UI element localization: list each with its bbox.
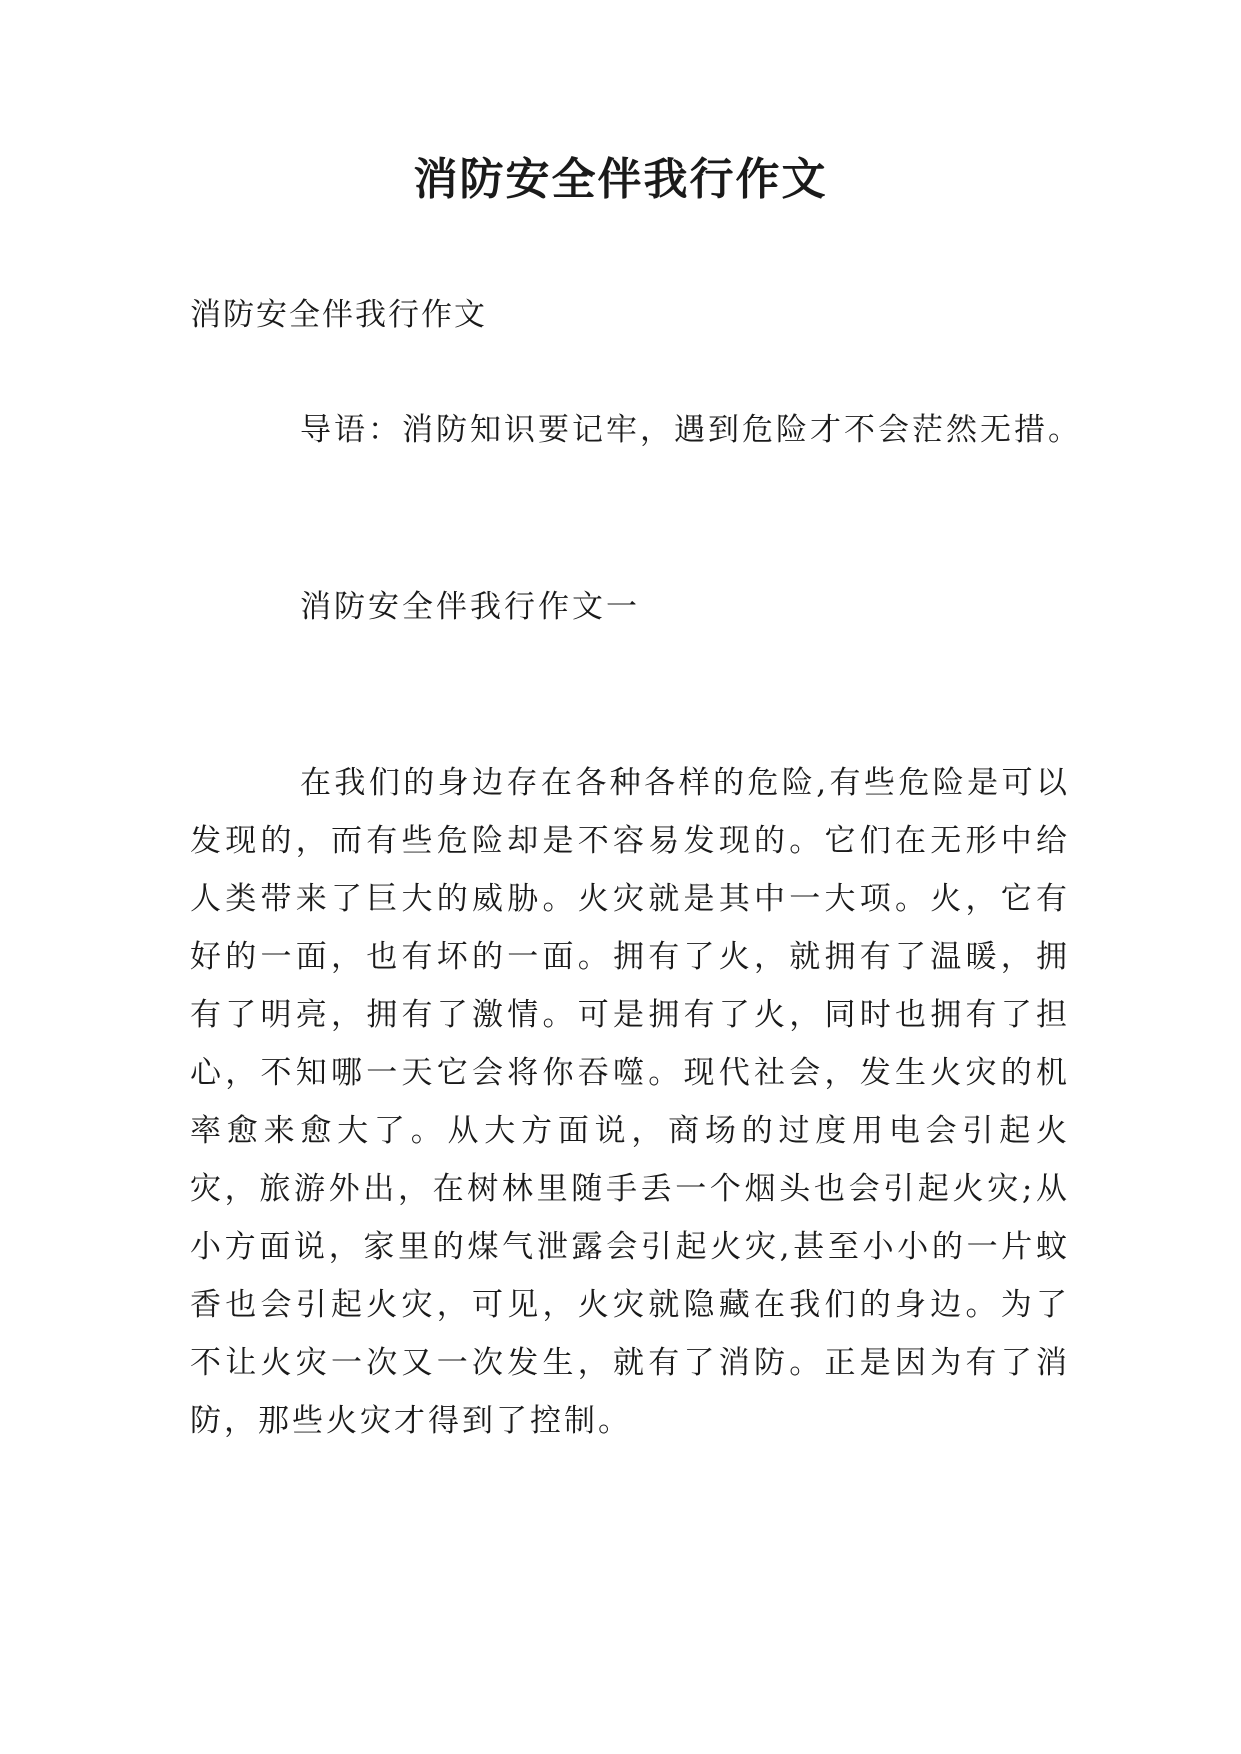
page-title: 消防安全伴我行作文 — [413, 154, 828, 205]
section-heading: 消防安全伴我行作文一 — [300, 589, 640, 625]
document-subtitle: 消防安全伴我行作文 — [190, 297, 487, 333]
body-paragraph: 在我们的身边存在各种各样的危险,有些危险是可以发现的，而有些危险却是不容易发现的。它们在无形中给人类带来了巨大的威胁。火灾就是其中一大项。火，它有好的一面，也有坏的一面。拥有了火，就拥有了温暖，拥有了明亮，拥有了激情。可是拥有了火，同时也拥有了担心，不知哪一天它会将你吞噬。现代社会，发生火灾的机率愈来愈大了。从大方面说，商场的过度用电会引起火灾，旅游外出，在树林里随手丢一个烟头也会引起火灾;从小方面说，家里的煤气泄露会引起火灾,甚至小小的一片蚊香也会引起火灾，可见，火灾就隐藏在我们的身边。为了不让火灾一次又一次发生，就有了消防。正是因为有了消防，那些火灾才得到了控制。 — [190, 765, 1070, 1439]
intro-paragraph: 导语：消防知识要记牢，遇到危险才不会茫然无措。 — [300, 412, 1082, 448]
